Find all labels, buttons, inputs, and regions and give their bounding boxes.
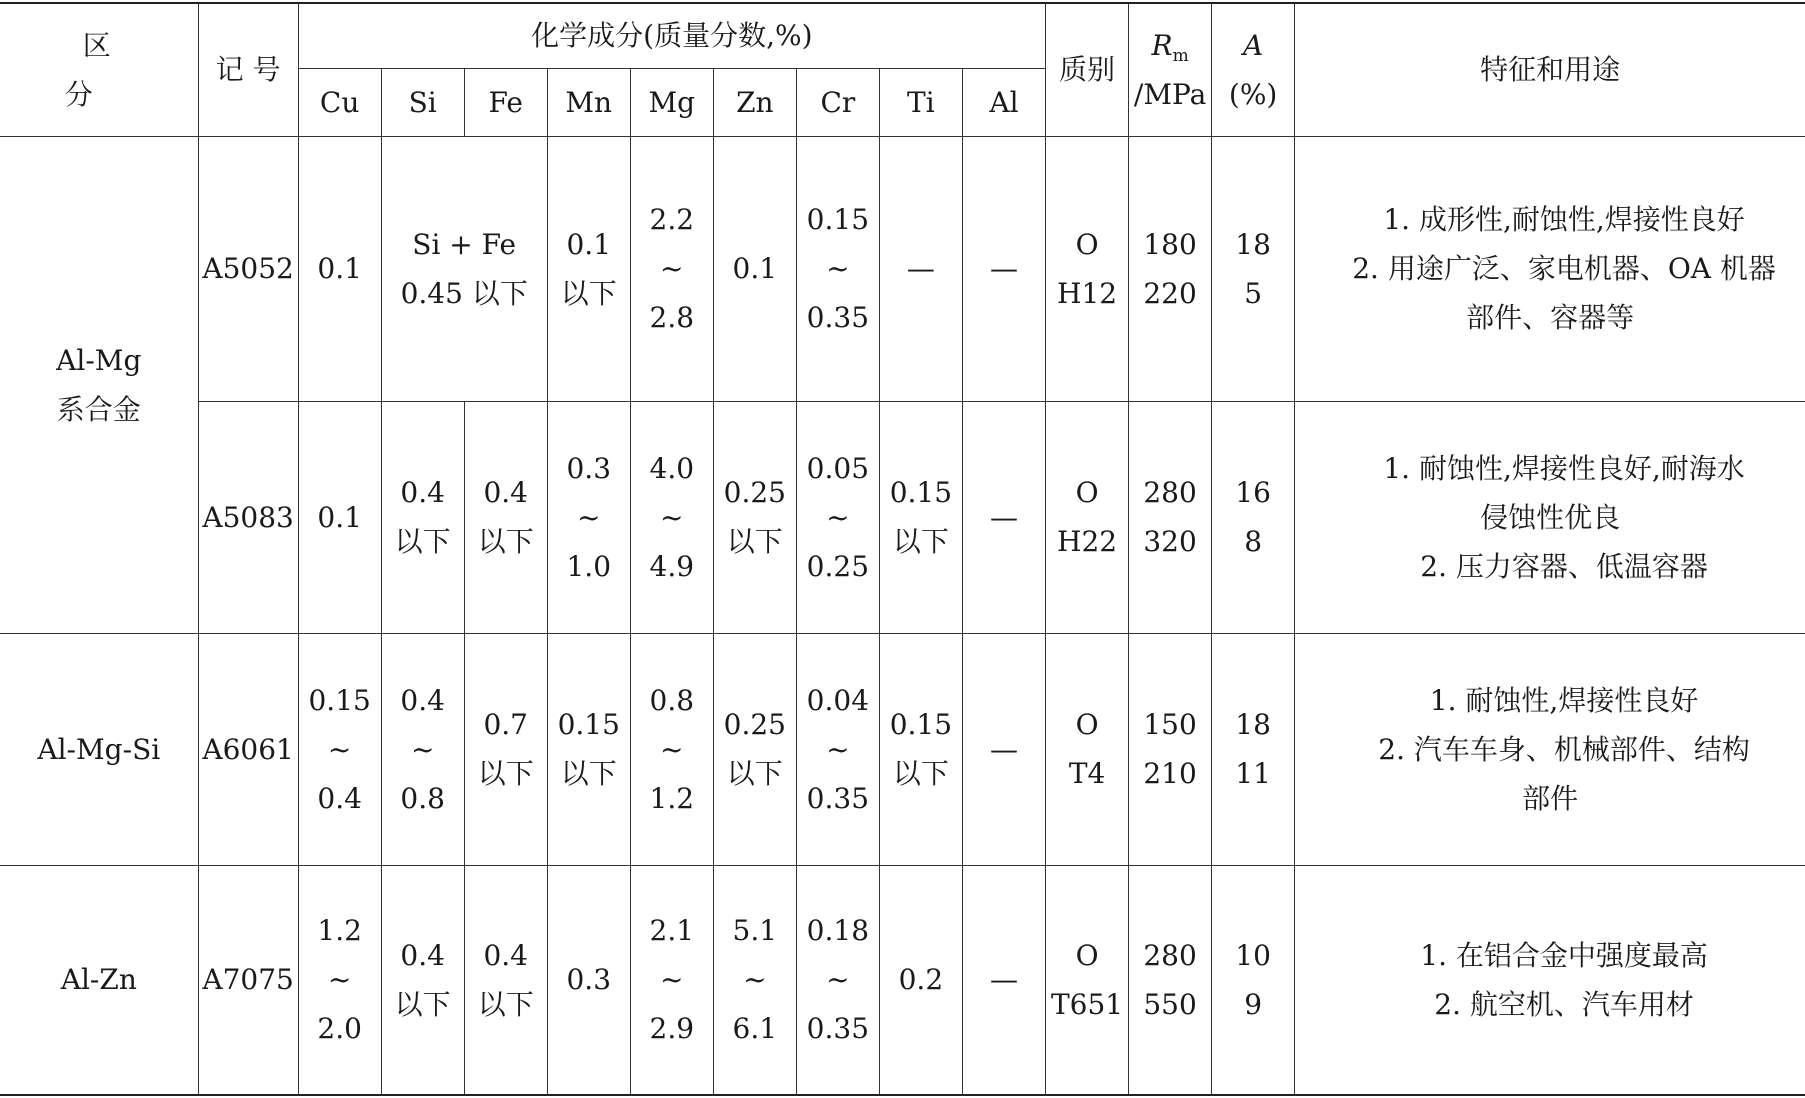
category-cell: Al-Mg 系合金 <box>0 136 198 633</box>
header-elongation <box>1212 3 1295 136</box>
temper-cell: O T651 <box>1046 865 1129 1095</box>
ti-cell: — <box>879 136 962 401</box>
cu-cell: 1.2 ~ 2.0 <box>298 865 381 1095</box>
usage-cell: 1. 在铝合金中强度最高 2. 航空机、汽车用材 <box>1295 865 1805 1095</box>
header-temper: 质别 <box>1046 3 1129 136</box>
fe-cell: 0.4 以下 <box>464 865 547 1095</box>
aluminum-alloy-table <box>0 2 1805 1096</box>
rm-cell: 180 220 <box>1129 136 1212 401</box>
element-cu: Cu <box>298 68 381 136</box>
rm-symbol: R <box>1151 28 1173 62</box>
rm-unit: /MPa <box>1133 77 1207 111</box>
ti-cell: 0.15 以下 <box>879 633 962 865</box>
elongation-cell: 18 11 <box>1212 633 1295 865</box>
category-cell: Al-Mg-Si <box>0 633 198 865</box>
element-si: Si <box>381 68 464 136</box>
zn-cell: 0.25 以下 <box>713 401 796 633</box>
category-cell: Al-Zn <box>0 865 198 1095</box>
code-cell: A6061 <box>198 633 298 865</box>
cr-cell: 0.04 ~ 0.35 <box>796 633 879 865</box>
element-al: Al <box>962 68 1045 136</box>
usage-cell: 1. 耐蚀性,焊接性良好,耐海水 侵蚀性优良 2. 压力容器、低温容器 <box>1295 401 1805 633</box>
element-mg: Mg <box>630 68 713 136</box>
header-composition: 化学成分(质量分数,%) <box>298 3 1045 68</box>
cu-cell: 0.1 <box>298 401 381 633</box>
usage-cell: 1. 成形性,耐蚀性,焊接性良好 2. 用途广泛、家电机器、OA 机器 部件、容器等 <box>1295 136 1805 401</box>
fe-cell: 0.7 以下 <box>464 633 547 865</box>
mg-cell: 2.1 ~ 2.9 <box>630 865 713 1095</box>
header-code: 记 号 <box>198 3 298 136</box>
header-rm <box>1129 3 1212 136</box>
code-cell: A5083 <box>198 401 298 633</box>
header-category: 区 分 <box>0 3 198 136</box>
element-fe: Fe <box>464 68 547 136</box>
si-cell: 0.4 ~ 0.8 <box>381 633 464 865</box>
a-symbol: A <box>1243 28 1264 62</box>
elongation-cell: 16 8 <box>1212 401 1295 633</box>
elongation-cell: 10 9 <box>1212 865 1295 1095</box>
element-cr: Cr <box>796 68 879 136</box>
rm-cell: 280 320 <box>1129 401 1212 633</box>
table-row <box>0 401 1805 633</box>
usage-cell: 1. 耐蚀性,焊接性良好 2. 汽车车身、机械部件、结构 部件 <box>1295 633 1805 865</box>
table-row <box>0 136 1805 401</box>
element-zn: Zn <box>713 68 796 136</box>
cr-cell: 0.15 ~ 0.35 <box>796 136 879 401</box>
si-cell: 0.4 以下 <box>381 401 464 633</box>
al-cell: — <box>962 136 1045 401</box>
cr-cell: 0.18 ~ 0.35 <box>796 865 879 1095</box>
al-cell: — <box>962 401 1045 633</box>
table-row <box>0 865 1805 1095</box>
mn-cell: 0.3 ~ 1.0 <box>547 401 630 633</box>
cu-cell: 0.1 <box>298 136 381 401</box>
element-mn: Mn <box>547 68 630 136</box>
si-fe-cell: Si + Fe 0.45 以下 <box>381 136 547 401</box>
header-row-1 <box>0 3 1805 68</box>
mg-cell: 0.8 ~ 1.2 <box>630 633 713 865</box>
zn-cell: 0.25 以下 <box>713 633 796 865</box>
zn-cell: 5.1 ~ 6.1 <box>713 865 796 1095</box>
al-cell: — <box>962 865 1045 1095</box>
temper-cell: O H22 <box>1046 401 1129 633</box>
mn-cell: 0.1 以下 <box>547 136 630 401</box>
cu-cell: 0.15 ~ 0.4 <box>298 633 381 865</box>
mg-cell: 4.0 ~ 4.9 <box>630 401 713 633</box>
ti-cell: 0.15 以下 <box>879 401 962 633</box>
rm-cell: 280 550 <box>1129 865 1212 1095</box>
rm-subscript: m <box>1172 45 1189 66</box>
table-row <box>0 633 1805 865</box>
cr-cell: 0.05 ~ 0.25 <box>796 401 879 633</box>
code-cell: A7075 <box>198 865 298 1095</box>
rm-cell: 150 210 <box>1129 633 1212 865</box>
mg-cell: 2.2 ~ 2.8 <box>630 136 713 401</box>
element-ti: Ti <box>879 68 962 136</box>
fe-cell: 0.4 以下 <box>464 401 547 633</box>
temper-cell: O H12 <box>1046 136 1129 401</box>
code-cell: A5052 <box>198 136 298 401</box>
temper-cell: O T4 <box>1046 633 1129 865</box>
elongation-cell: 18 5 <box>1212 136 1295 401</box>
ti-cell: 0.2 <box>879 865 962 1095</box>
zn-cell: 0.1 <box>713 136 796 401</box>
si-cell: 0.4 以下 <box>381 865 464 1095</box>
header-usage: 特征和用途 <box>1295 3 1805 136</box>
mn-cell: 0.3 <box>547 865 630 1095</box>
mn-cell: 0.15 以下 <box>547 633 630 865</box>
al-cell: — <box>962 633 1045 865</box>
a-unit: (%) <box>1228 77 1278 111</box>
